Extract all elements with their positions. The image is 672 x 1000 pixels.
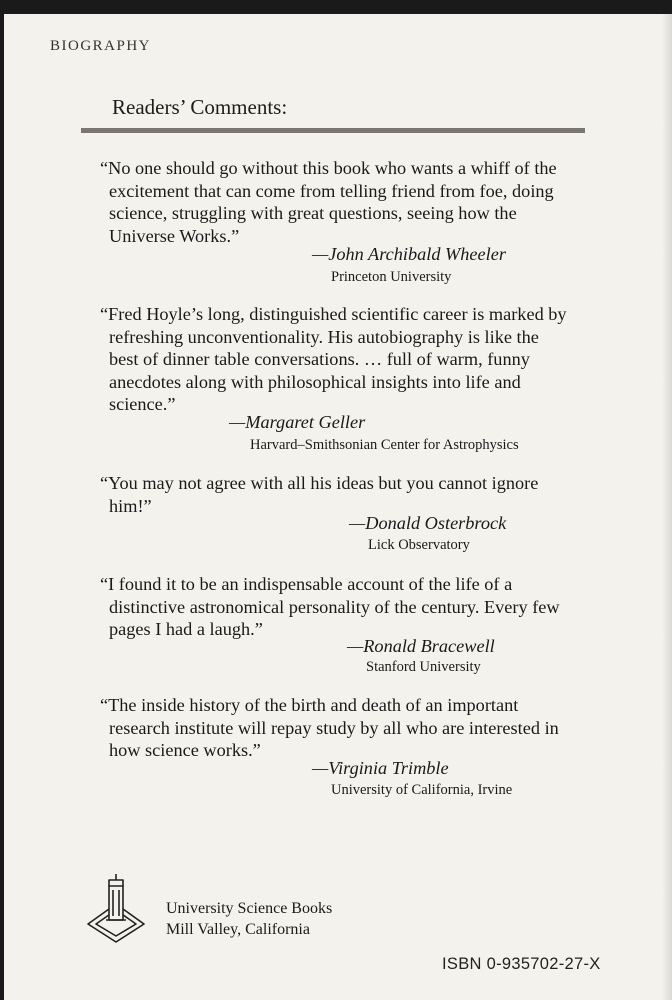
quote-text: “You may not agree with all his ideas but you cannot ignore him!”	[100, 473, 539, 516]
back-cover	[4, 14, 672, 1000]
quote-author: —John Archibald Wheeler	[312, 244, 506, 264]
publisher-location: Mill Valley, California	[166, 921, 310, 938]
quote-text: “The inside history of the birth and death of an important research institute will repay study by all who are interested in how science works.”	[100, 695, 559, 760]
quote-affiliation: Princeton University	[331, 269, 452, 285]
quote-block	[100, 157, 570, 247]
quote-text: “I found it to be an indispensable account of the life of a distinctive astronomical personality of the century. Every few pages I had a laugh.”	[100, 574, 560, 639]
quote-author: —Ronald Bracewell	[347, 636, 495, 656]
quote-text: “Fred Hoyle’s long, distinguished scientific career is marked by refreshing unconventionality. His autobiography is like the best of dinner table conversations. … full of warm, funny anecdotes along with philosophical insights into life and science.”	[100, 304, 567, 414]
heading-rule	[81, 128, 585, 133]
quote-text: “No one should go without this book who wants a whiff of the excitement that can come from telling friend from foe, doing science, struggling with great questions, seeing how the Universe Works.”	[100, 158, 557, 246]
publisher-block	[166, 898, 332, 940]
university-science-books-logo-icon	[84, 874, 148, 944]
publisher-name: University Science Books	[166, 900, 333, 917]
cover-edge-shadow	[662, 14, 672, 1000]
quote-author: —Virginia Trimble	[312, 758, 449, 778]
quote-block	[100, 472, 570, 517]
quote-affiliation: Lick Observatory	[368, 537, 470, 553]
quote-affiliation: University of California, Irvine	[331, 782, 513, 798]
quote-author: —Donald Osterbrock	[349, 513, 507, 533]
quote-block	[100, 694, 570, 762]
quote-block	[100, 303, 570, 416]
section-heading: Readers’ Comments:	[112, 95, 288, 119]
category-label: BIOGRAPHY	[50, 38, 152, 54]
quote-author: —Margaret Geller	[229, 412, 366, 432]
isbn-label: ISBN 0-935702-27-X	[442, 955, 601, 973]
quote-block	[100, 573, 570, 641]
quote-affiliation: Harvard–Smithsonian Center for Astrophysics	[250, 437, 519, 453]
quote-affiliation: Stanford University	[366, 659, 481, 675]
